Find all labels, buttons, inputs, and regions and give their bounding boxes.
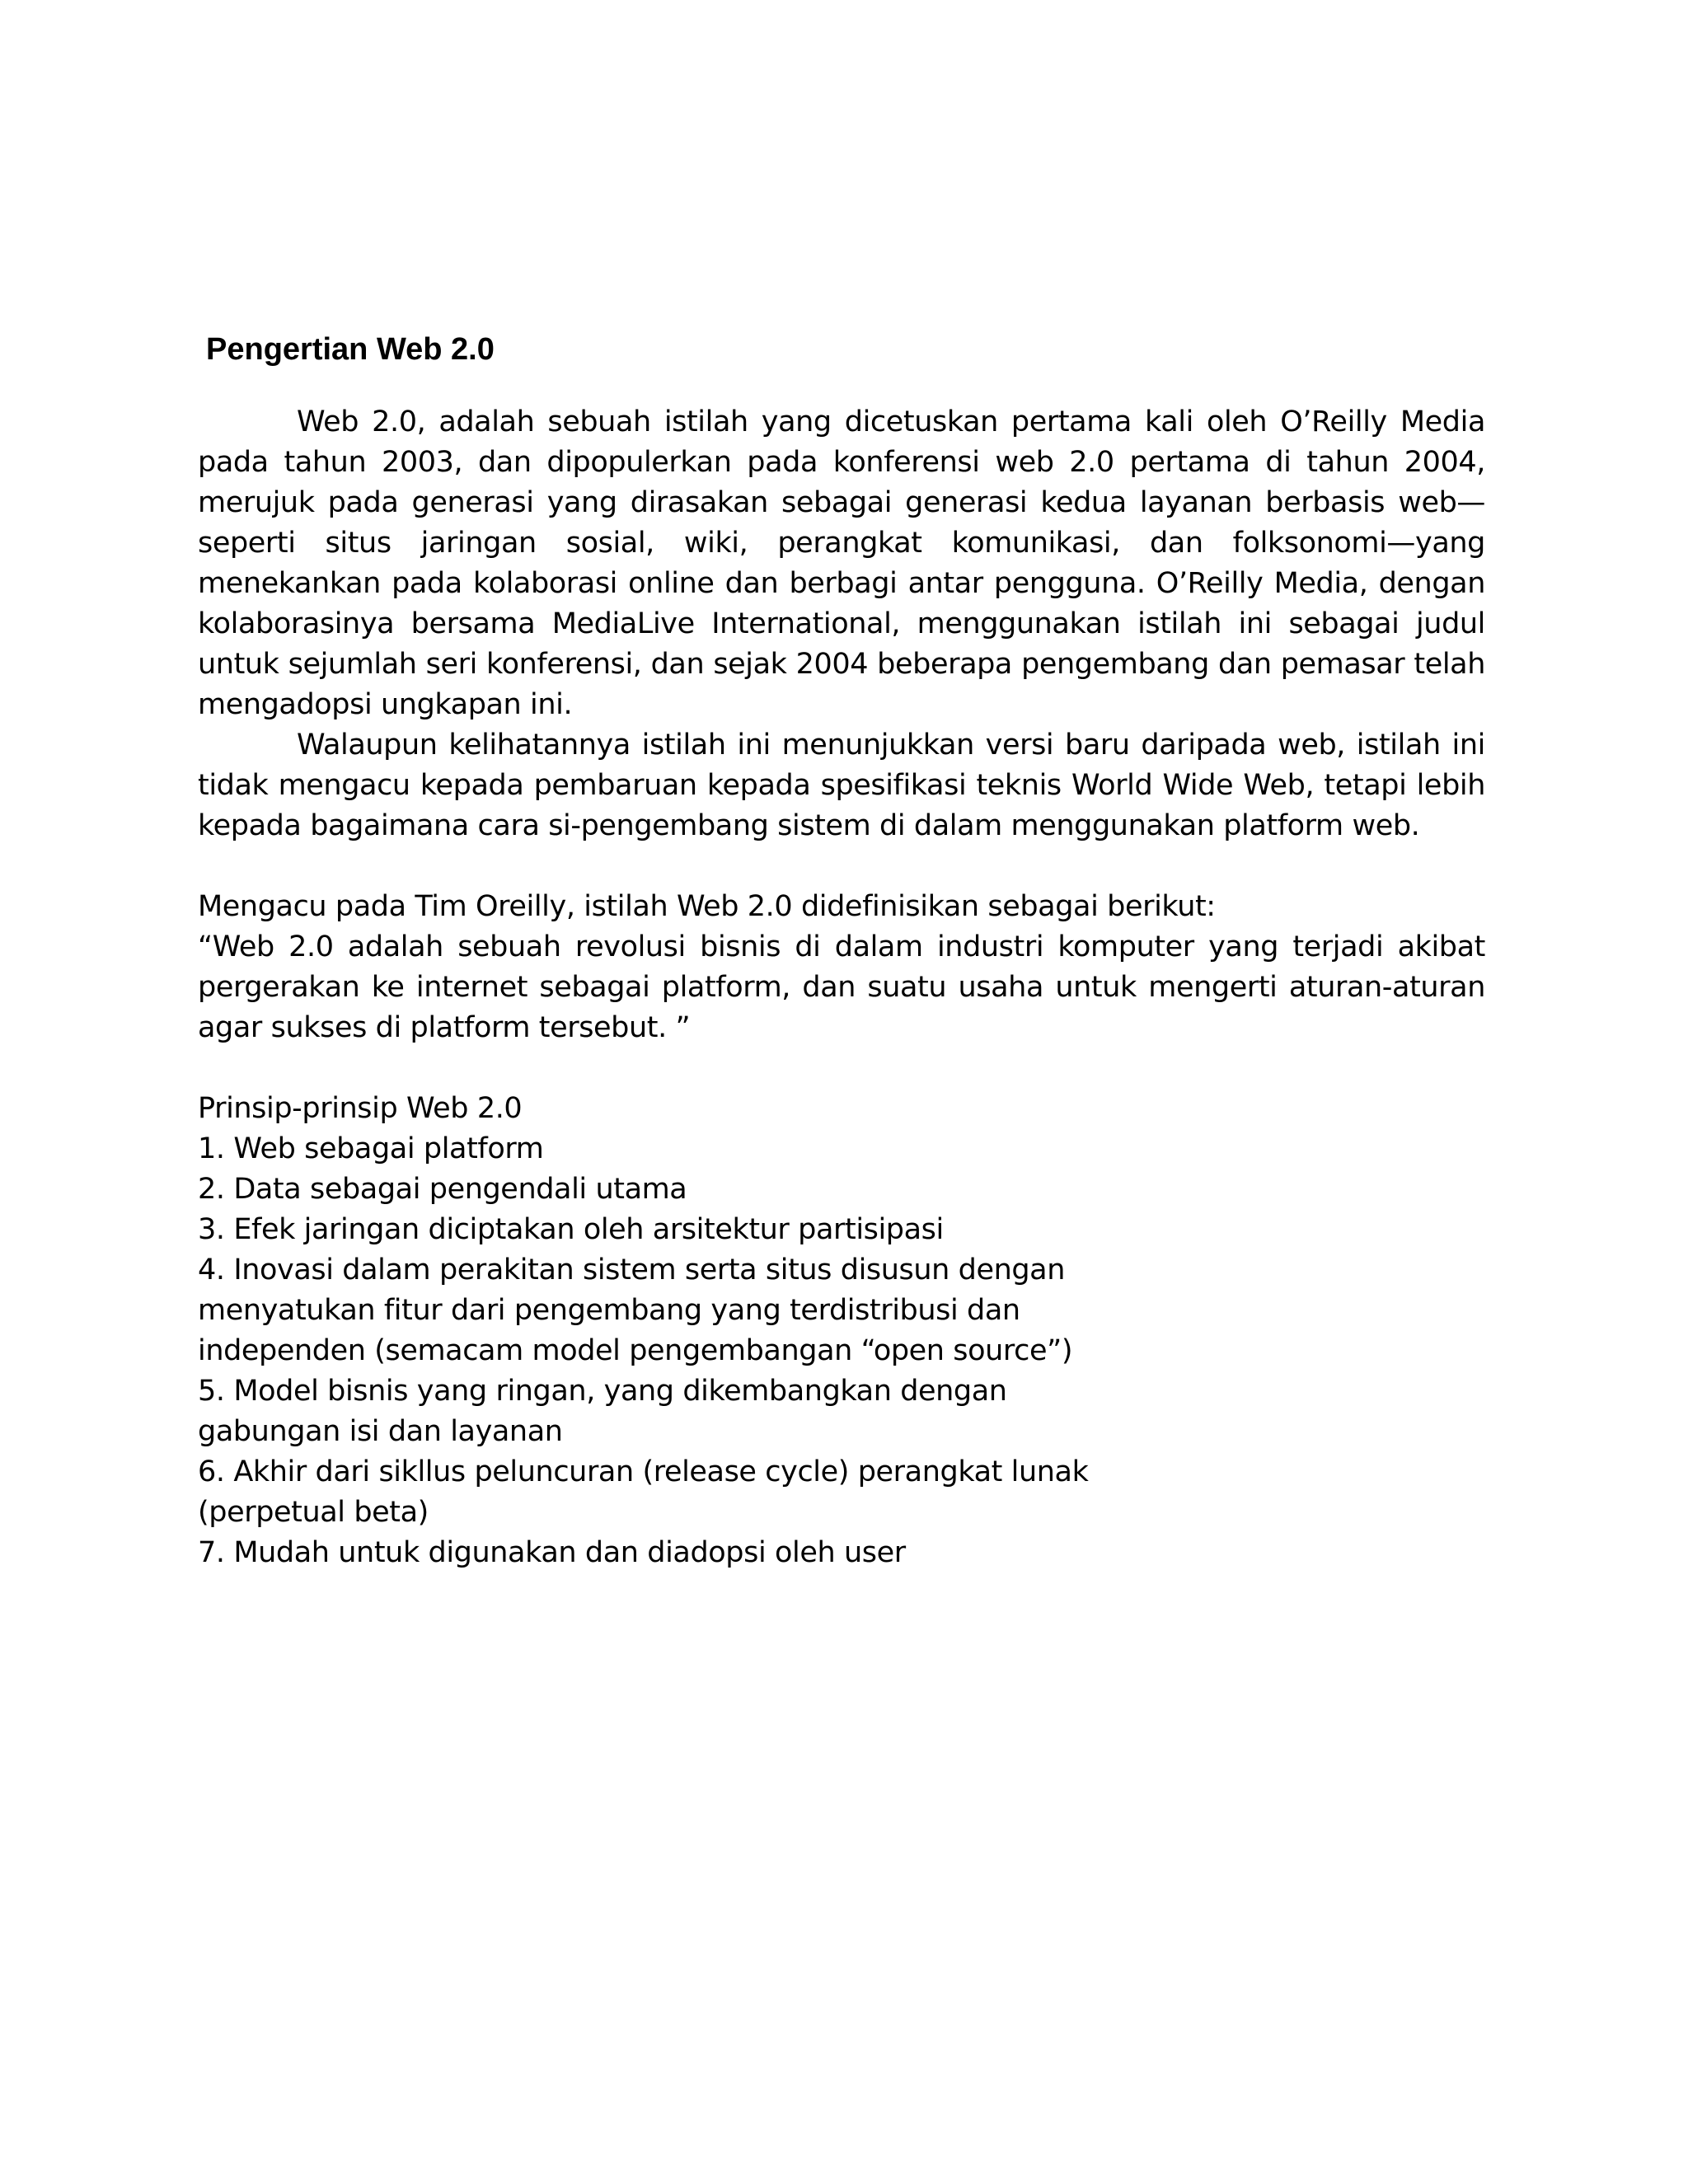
list-item <box>198 1452 1485 1533</box>
document-content <box>198 330 1485 1573</box>
list-item <box>198 1129 1485 1169</box>
definition-quote: “Web 2.0 adalah sebuah revolusi bisnis di dalam industri komputer yang terjadi akibat pergerakan ke internet sebagai platform, dan suatu usaha untuk mengerti aturan-aturan agar sukses di platform tersebut. ” <box>198 930 1485 1044</box>
list-item <box>198 1250 1485 1371</box>
principles-title: Prinsip-prinsip Web 2.0 <box>198 1092 523 1125</box>
principle-text: 4. Inovasi dalam perakitan sistem serta situs disusun dengan menyatukan fitur dari pengembang yang terdistribusi dan independen (semacam model pengembangan “open source”) <box>198 1254 1073 1367</box>
document-title: Pengertian Web 2.0 <box>206 332 495 367</box>
paragraph-definition: Web 2.0, adalah sebuah istilah yang dicetuskan pertama kali oleh O’Reilly Media pada tahun 2003, dan dipopulerkan pada konferensi web 2.0 pertama di tahun 2004, merujuk pada generasi yang dirasakan sebagai generasi kedua layanan berbasis web—seperti situs jaringan sosial, wiki, perangkat komunikasi, dan folksonomi—yang menekankan pada kolaborasi online dan berbagi antar pengguna. O’Reilly Media, dengan kolaborasinya bersama MediaLive International, menggunakan istilah ini sebagai judul untuk sejumlah seri konferensi, dan sejak 2004 beberapa pengembang dan pemasar telah mengadopsi ungkapan ini. <box>198 405 1485 721</box>
principle-text: 1. Web sebagai platform <box>198 1132 544 1165</box>
spacer <box>198 846 1485 887</box>
principle-text: 2. Data sebagai pengendali utama <box>198 1173 687 1206</box>
list-item <box>198 1210 1485 1250</box>
spacer <box>198 1048 1485 1089</box>
list-item <box>198 1533 1485 1573</box>
principle-text: 5. Model bisnis yang ringan, yang dikembangkan dengan gabungan isi dan layanan <box>198 1375 1007 1448</box>
document-body <box>198 402 1485 1573</box>
principles-list <box>198 1129 1485 1573</box>
list-item <box>198 1371 1485 1452</box>
principle-text: 6. Akhir dari sikllus peluncuran (release cycle) perangkat lunak (perpetual beta) <box>198 1455 1089 1529</box>
definition-intro: Mengacu pada Tim Oreilly, istilah Web 2.0 didefinisikan sebagai berikut: <box>198 890 1216 923</box>
principle-text: 3. Efek jaringan diciptakan oleh arsitektur partisipasi <box>198 1213 944 1246</box>
list-item <box>198 1169 1485 1210</box>
paragraph-clarification: Walaupun kelihatannya istilah ini menunjukkan versi baru daripada web, istilah ini tidak mengacu kepada pembaruan kepada spesifikasi teknis World Wide Web, tetapi lebih kepada bagaimana cara si-pengembang sistem di dalam menggunakan platform web. <box>198 729 1485 842</box>
principle-text: 7. Mudah untuk digunakan dan diadopsi oleh user <box>198 1536 906 1569</box>
